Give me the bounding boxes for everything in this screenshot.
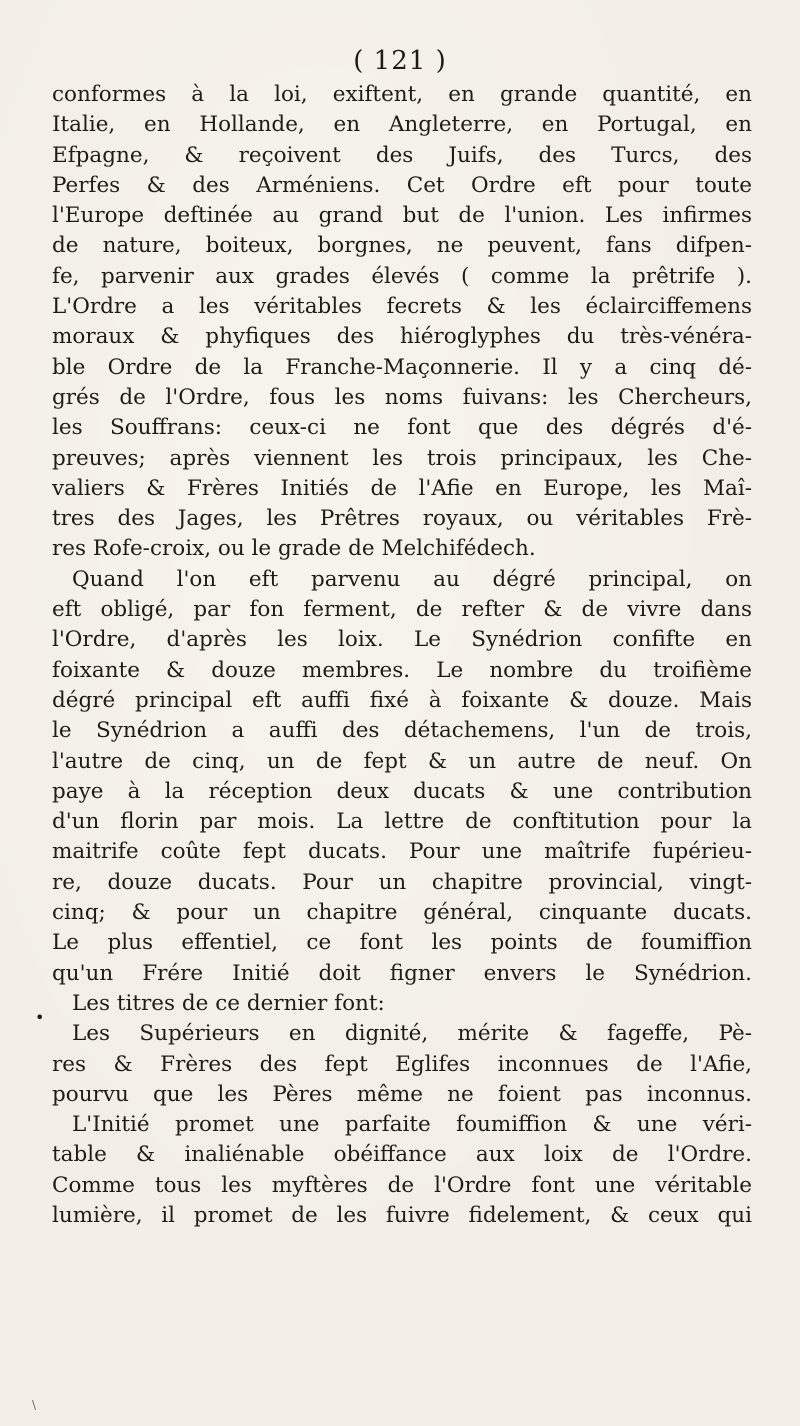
- text-line: les Souffrans: ceux-ci ne font que des dégrés d'é-: [52, 415, 752, 441]
- text-line: Comme tous les myftères de l'Ordre font une véritable: [52, 1172, 752, 1198]
- text-line: L'Ordre a les véritables fecrets & les éclairciffemens: [52, 294, 752, 320]
- text-line: Le plus effentiel, ce font les points de foumiffion: [52, 930, 752, 956]
- text-line: Perfes & des Arméniens. Cet Ordre eft pour toute: [52, 172, 752, 198]
- body-text: [52, 80, 752, 1231]
- text-line: preuves; après viennent les trois principaux, les Che-: [52, 445, 752, 471]
- text-line: fe, parvenir aux grades élevés ( comme la prêtrife ).: [52, 263, 752, 289]
- text-line: l'Europe deftinée au grand but de l'union. Les infirmes: [52, 203, 752, 229]
- text-line: lumière, il promet de les fuivre fidelement, & ceux qui: [52, 1202, 752, 1228]
- text-line: de nature, boiteux, borgnes, ne peuvent, fans difpen-: [52, 233, 752, 259]
- text-line: Efpagne, & reçoivent des Juifs, des Turcs, des: [52, 142, 752, 168]
- text-line: paye à la réception deux ducats & une contribution: [52, 778, 752, 804]
- text-line: tres des Jages, les Prêtres royaux, ou véritables Frè-: [52, 506, 752, 532]
- text-line: d'un florin par mois. La lettre de conftitution pour la: [52, 809, 752, 835]
- text-line: foixante & douze membres. Le nombre du troifième: [52, 657, 752, 683]
- text-line: l'Ordre, d'après les loix. Le Synédrion confifte en: [52, 627, 752, 653]
- text-line: res Rofe-croix, ou le grade de Melchifédech.: [52, 536, 536, 562]
- text-line: Quand l'on eft parvenu au dégré principal, on: [72, 566, 752, 592]
- text-line: ble Ordre de la Franche-Maçonnerie. Il y a cinq dé-: [52, 354, 752, 380]
- text-line: Italie, en Hollande, en Angleterre, en Portugal, en: [52, 112, 752, 138]
- text-line: cinq; & pour un chapitre général, cinquante ducats.: [52, 900, 752, 926]
- text-line: le Synédrion a auffi des détachemens, l'un de trois,: [52, 718, 752, 744]
- text-line: res & Frères des fept Eglifes inconnues de l'Afie,: [52, 1051, 752, 1077]
- text-line: valiers & Frères Initiés de l'Afie en Europe, les Maî-: [52, 475, 752, 501]
- text-line: Les Supérieurs en dignité, mérite & fageffe, Pè-: [72, 1021, 752, 1047]
- text-line: eft obligé, par fon ferment, de refter & de vivre dans: [52, 597, 752, 623]
- text-line: l'autre de cinq, un de fept & un autre de neuf. On: [52, 748, 752, 774]
- text-line: re, douze ducats. Pour un chapitre provincial, vingt-: [52, 869, 752, 895]
- marginal-mark: •: [35, 1008, 45, 1027]
- text-line: maitrife coûte fept ducats. Pour une maîtrife fupérieu-: [52, 839, 752, 865]
- corner-mark: \: [32, 1398, 37, 1412]
- text-line: moraux & phyfiques des hiéroglyphes du très-vénéra-: [52, 324, 752, 350]
- text-line: qu'un Frére Initié doit figner envers le Synédrion.: [52, 960, 752, 986]
- text-line: grés de l'Ordre, fous les noms fuivans: les Chercheurs,: [52, 384, 752, 410]
- text-line: table & inaliénable obéiffance aux loix de l'Ordre.: [52, 1142, 752, 1168]
- text-line: Les titres de ce dernier font:: [72, 990, 385, 1016]
- text-line: conformes à la loi, exiftent, en grande quantité, en: [52, 82, 752, 107]
- text-line: dégré principal eft auffi fixé à foixante & douze. Mais: [52, 687, 752, 713]
- page-number: ( 121 ): [353, 46, 447, 76]
- text-line: L'Initié promet une parfaite foumiffion & une véri-: [72, 1112, 752, 1138]
- text-line: pourvu que les Pères même ne foient pas inconnus.: [52, 1081, 752, 1107]
